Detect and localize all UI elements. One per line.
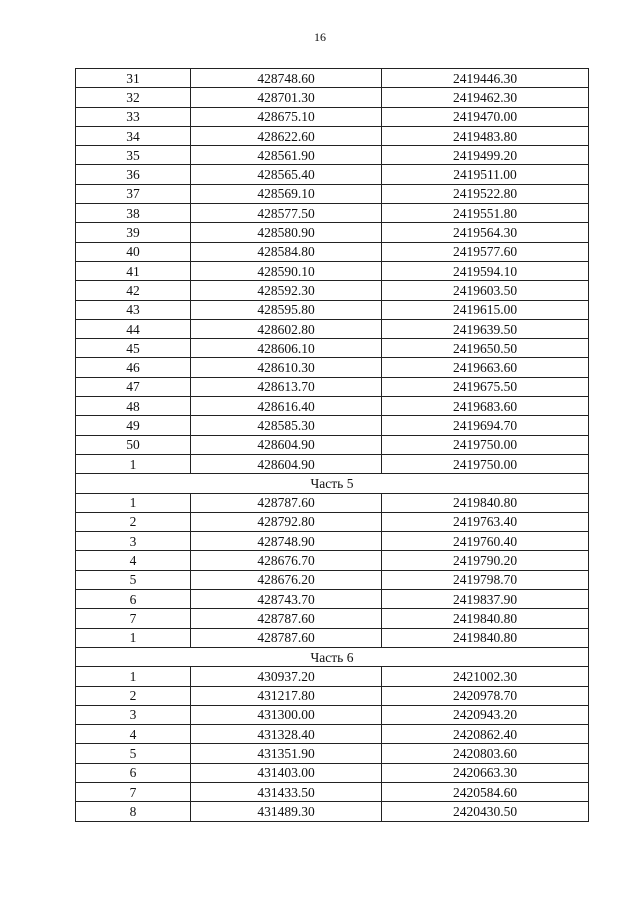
y-coordinate-cell: 2419683.60 bbox=[382, 397, 589, 416]
x-coordinate-cell: 428561.90 bbox=[191, 146, 382, 165]
table-row bbox=[76, 512, 589, 531]
x-coordinate-cell: 431300.00 bbox=[191, 705, 382, 724]
x-coordinate-cell: 428613.70 bbox=[191, 377, 382, 396]
y-coordinate-cell: 2419750.00 bbox=[382, 435, 589, 454]
table-row bbox=[76, 281, 589, 300]
y-coordinate-cell: 2419763.40 bbox=[382, 512, 589, 531]
x-coordinate-cell: 428748.60 bbox=[191, 69, 382, 88]
table-row bbox=[76, 590, 589, 609]
y-coordinate-cell: 2419798.70 bbox=[382, 570, 589, 589]
y-coordinate-cell: 2419551.80 bbox=[382, 204, 589, 223]
point-number-cell: 50 bbox=[76, 435, 191, 454]
y-coordinate-cell: 2419615.00 bbox=[382, 300, 589, 319]
y-coordinate-cell: 2419603.50 bbox=[382, 281, 589, 300]
table-row bbox=[76, 358, 589, 377]
point-number-cell: 44 bbox=[76, 319, 191, 338]
coordinates-table-body bbox=[76, 69, 589, 822]
x-coordinate-cell: 428787.60 bbox=[191, 609, 382, 628]
point-number-cell: 2 bbox=[76, 512, 191, 531]
y-coordinate-cell: 2419694.70 bbox=[382, 416, 589, 435]
point-number-cell: 6 bbox=[76, 763, 191, 782]
point-number-cell: 2 bbox=[76, 686, 191, 705]
x-coordinate-cell: 428584.80 bbox=[191, 242, 382, 261]
section-header-row bbox=[76, 474, 589, 493]
point-number-cell: 40 bbox=[76, 242, 191, 261]
x-coordinate-cell: 428606.10 bbox=[191, 339, 382, 358]
y-coordinate-cell: 2420430.50 bbox=[382, 802, 589, 821]
point-number-cell: 41 bbox=[76, 261, 191, 280]
point-number-cell: 38 bbox=[76, 204, 191, 223]
x-coordinate-cell: 428676.70 bbox=[191, 551, 382, 570]
table-row bbox=[76, 242, 589, 261]
point-number-cell: 39 bbox=[76, 223, 191, 242]
y-coordinate-cell: 2419675.50 bbox=[382, 377, 589, 396]
y-coordinate-cell: 2420584.60 bbox=[382, 782, 589, 801]
point-number-cell: 46 bbox=[76, 358, 191, 377]
x-coordinate-cell: 428676.20 bbox=[191, 570, 382, 589]
table-row bbox=[76, 184, 589, 203]
table-row bbox=[76, 377, 589, 396]
y-coordinate-cell: 2420803.60 bbox=[382, 744, 589, 763]
section-header-row bbox=[76, 647, 589, 666]
y-coordinate-cell: 2420943.20 bbox=[382, 705, 589, 724]
table-row bbox=[76, 782, 589, 801]
table-row bbox=[76, 609, 589, 628]
x-coordinate-cell: 431489.30 bbox=[191, 802, 382, 821]
coordinates-table bbox=[75, 68, 589, 822]
point-number-cell: 1 bbox=[76, 454, 191, 473]
y-coordinate-cell: 2420978.70 bbox=[382, 686, 589, 705]
y-coordinate-cell: 2419577.60 bbox=[382, 242, 589, 261]
x-coordinate-cell: 428565.40 bbox=[191, 165, 382, 184]
table-row bbox=[76, 397, 589, 416]
y-coordinate-cell: 2420663.30 bbox=[382, 763, 589, 782]
table-row bbox=[76, 725, 589, 744]
point-number-cell: 48 bbox=[76, 397, 191, 416]
x-coordinate-cell: 428592.30 bbox=[191, 281, 382, 300]
y-coordinate-cell: 2420862.40 bbox=[382, 725, 589, 744]
y-coordinate-cell: 2419750.00 bbox=[382, 454, 589, 473]
table-row bbox=[76, 146, 589, 165]
table-row bbox=[76, 570, 589, 589]
point-number-cell: 3 bbox=[76, 705, 191, 724]
point-number-cell: 7 bbox=[76, 782, 191, 801]
point-number-cell: 7 bbox=[76, 609, 191, 628]
page-number: 16 bbox=[314, 30, 326, 44]
section-title: Часть 5 bbox=[76, 474, 589, 493]
table-row bbox=[76, 300, 589, 319]
point-number-cell: 33 bbox=[76, 107, 191, 126]
table-row bbox=[76, 744, 589, 763]
table-row bbox=[76, 705, 589, 724]
table-row bbox=[76, 667, 589, 686]
y-coordinate-cell: 2419446.30 bbox=[382, 69, 589, 88]
table-row bbox=[76, 628, 589, 647]
table-row bbox=[76, 339, 589, 358]
y-coordinate-cell: 2419483.80 bbox=[382, 126, 589, 145]
point-number-cell: 1 bbox=[76, 493, 191, 512]
table-row bbox=[76, 493, 589, 512]
x-coordinate-cell: 431328.40 bbox=[191, 725, 382, 744]
table-row bbox=[76, 454, 589, 473]
x-coordinate-cell: 428701.30 bbox=[191, 88, 382, 107]
y-coordinate-cell: 2419790.20 bbox=[382, 551, 589, 570]
table-row bbox=[76, 204, 589, 223]
x-coordinate-cell: 428743.70 bbox=[191, 590, 382, 609]
table-row bbox=[76, 165, 589, 184]
point-number-cell: 1 bbox=[76, 628, 191, 647]
y-coordinate-cell: 2419462.30 bbox=[382, 88, 589, 107]
point-number-cell: 47 bbox=[76, 377, 191, 396]
x-coordinate-cell: 428602.80 bbox=[191, 319, 382, 338]
x-coordinate-cell: 428792.80 bbox=[191, 512, 382, 531]
table-row bbox=[76, 69, 589, 88]
x-coordinate-cell: 428577.50 bbox=[191, 204, 382, 223]
x-coordinate-cell: 431433.50 bbox=[191, 782, 382, 801]
y-coordinate-cell: 2419760.40 bbox=[382, 532, 589, 551]
y-coordinate-cell: 2419639.50 bbox=[382, 319, 589, 338]
y-coordinate-cell: 2419837.90 bbox=[382, 590, 589, 609]
table-row bbox=[76, 551, 589, 570]
point-number-cell: 1 bbox=[76, 667, 191, 686]
x-coordinate-cell: 428604.90 bbox=[191, 454, 382, 473]
x-coordinate-cell: 428622.60 bbox=[191, 126, 382, 145]
point-number-cell: 4 bbox=[76, 725, 191, 744]
point-number-cell: 3 bbox=[76, 532, 191, 551]
point-number-cell: 4 bbox=[76, 551, 191, 570]
x-coordinate-cell: 428748.90 bbox=[191, 532, 382, 551]
x-coordinate-cell: 428610.30 bbox=[191, 358, 382, 377]
x-coordinate-cell: 428585.30 bbox=[191, 416, 382, 435]
table-row bbox=[76, 416, 589, 435]
point-number-cell: 6 bbox=[76, 590, 191, 609]
table-row bbox=[76, 107, 589, 126]
point-number-cell: 32 bbox=[76, 88, 191, 107]
y-coordinate-cell: 2419840.80 bbox=[382, 493, 589, 512]
point-number-cell: 49 bbox=[76, 416, 191, 435]
point-number-cell: 37 bbox=[76, 184, 191, 203]
y-coordinate-cell: 2419470.00 bbox=[382, 107, 589, 126]
x-coordinate-cell: 428580.90 bbox=[191, 223, 382, 242]
y-coordinate-cell: 2419650.50 bbox=[382, 339, 589, 358]
x-coordinate-cell: 431217.80 bbox=[191, 686, 382, 705]
table-row bbox=[76, 435, 589, 454]
x-coordinate-cell: 428604.90 bbox=[191, 435, 382, 454]
point-number-cell: 45 bbox=[76, 339, 191, 358]
y-coordinate-cell: 2419594.10 bbox=[382, 261, 589, 280]
table-row bbox=[76, 802, 589, 821]
x-coordinate-cell: 431403.00 bbox=[191, 763, 382, 782]
point-number-cell: 8 bbox=[76, 802, 191, 821]
y-coordinate-cell: 2419522.80 bbox=[382, 184, 589, 203]
table-row bbox=[76, 88, 589, 107]
x-coordinate-cell: 431351.90 bbox=[191, 744, 382, 763]
table-row bbox=[76, 126, 589, 145]
point-number-cell: 34 bbox=[76, 126, 191, 145]
y-coordinate-cell: 2419564.30 bbox=[382, 223, 589, 242]
point-number-cell: 43 bbox=[76, 300, 191, 319]
y-coordinate-cell: 2419499.20 bbox=[382, 146, 589, 165]
y-coordinate-cell: 2419511.00 bbox=[382, 165, 589, 184]
point-number-cell: 5 bbox=[76, 570, 191, 589]
table-row bbox=[76, 763, 589, 782]
table-row bbox=[76, 319, 589, 338]
point-number-cell: 5 bbox=[76, 744, 191, 763]
table-row bbox=[76, 223, 589, 242]
x-coordinate-cell: 428787.60 bbox=[191, 628, 382, 647]
section-title: Часть 6 bbox=[76, 647, 589, 666]
point-number-cell: 31 bbox=[76, 69, 191, 88]
x-coordinate-cell: 430937.20 bbox=[191, 667, 382, 686]
x-coordinate-cell: 428590.10 bbox=[191, 261, 382, 280]
y-coordinate-cell: 2421002.30 bbox=[382, 667, 589, 686]
x-coordinate-cell: 428616.40 bbox=[191, 397, 382, 416]
y-coordinate-cell: 2419663.60 bbox=[382, 358, 589, 377]
x-coordinate-cell: 428595.80 bbox=[191, 300, 382, 319]
x-coordinate-cell: 428675.10 bbox=[191, 107, 382, 126]
point-number-cell: 35 bbox=[76, 146, 191, 165]
y-coordinate-cell: 2419840.80 bbox=[382, 609, 589, 628]
point-number-cell: 36 bbox=[76, 165, 191, 184]
x-coordinate-cell: 428569.10 bbox=[191, 184, 382, 203]
table-row bbox=[76, 532, 589, 551]
point-number-cell: 42 bbox=[76, 281, 191, 300]
table-row bbox=[76, 686, 589, 705]
table-row bbox=[76, 261, 589, 280]
x-coordinate-cell: 428787.60 bbox=[191, 493, 382, 512]
y-coordinate-cell: 2419840.80 bbox=[382, 628, 589, 647]
